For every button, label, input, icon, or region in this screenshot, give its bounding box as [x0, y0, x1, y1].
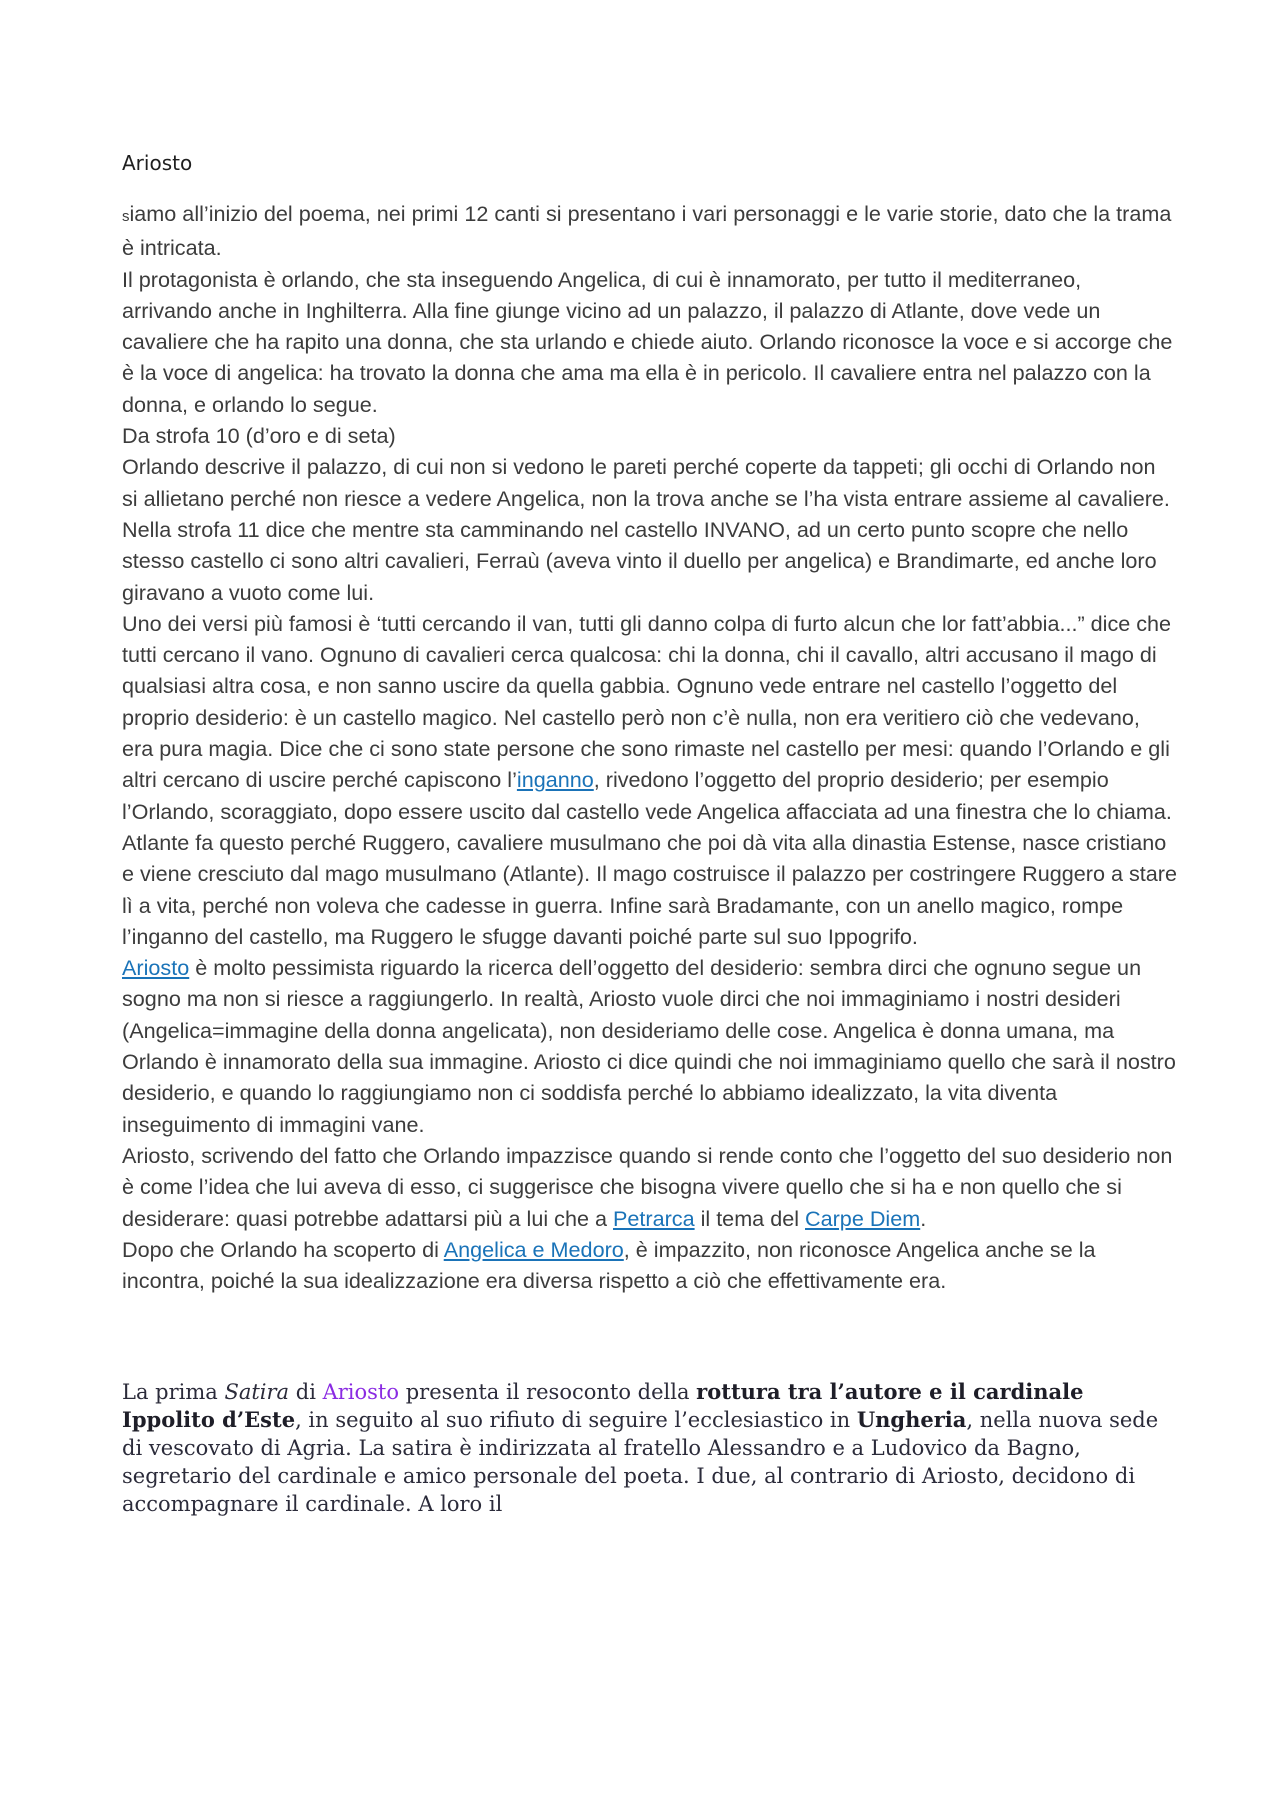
paragraph-text: Uno dei versi più famosi è ‘tutti cercando il van, tutti gli danno colpa di furto alcun che lor fatt’abbia...” dice che tutti cercano il vano. Ognuno di cavalieri cerca qualcosa: chi la donna, chi il cavallo, altri accusano il mago di qualsiasi altra cosa, e non sanno uscire da quella gabbia. Ognuno vede entrare nel castello l’oggetto del proprio desiderio: è un castello magico. Nel castello però non c’è nulla, non era veritiero ciò che vedevano, era pura magia. Dice che ci sono state persone che sono rimaste nel castello per mesi: quando l’Orlando e gli altri cercano di uscire perché capiscono l’ [122, 610, 1172, 793]
paragraph-text: Dopo che Orlando ha scoperto di [122, 1236, 444, 1262]
satira-text: , in seguito al suo rifiuto di seguire l’ecclesiastico in [295, 1408, 857, 1433]
satira-text: presenta il resoconto della [399, 1380, 697, 1405]
satira-paragraph [122, 1378, 1177, 1518]
paragraph-text: iamo all’inizio del poema, nei primi 12 canti si presentano i vari personaggi e le varie storie, dato che la trama è intricata. [122, 201, 1172, 261]
paragraph-5: Nella strofa 11 dice che mentre sta camminando nel castello INVANO, ad un certo punto scopre che nello stesso castello ci sono altri cavalieri, Ferraù (aveva vinto il duello per angelica) e Brandimarte, ed anche loro giravano a vuoto come lui. [122, 516, 1157, 605]
paragraph-text: Ariosto, scrivendo del fatto che Orlando impazzisce quando si rende conto che l’oggetto del suo desiderio non è come l’idea che lui aveva di esso, ci suggerisce che bisogna vivere quello che si ha e non quello che si desiderare: quasi potrebbe adattarsi più a lui che a [122, 1142, 1173, 1231]
satira-text: La prima [122, 1380, 225, 1405]
paragraph-8 [122, 952, 1177, 1140]
paragraph-text: il tema del [694, 1205, 806, 1231]
paragraph-text: . [920, 1205, 927, 1231]
paragraph-6 [122, 608, 1177, 827]
satira-bold: rottura tra l’autore e il cardinale Ippolito d’Este [122, 1379, 1084, 1433]
paragraph-9 [122, 1140, 1177, 1234]
link-ariosto[interactable]: Ariosto [122, 955, 190, 981]
satira-bold: Ungheria [856, 1407, 967, 1433]
link-carpe-diem[interactable]: Carpe Diem [805, 1205, 921, 1231]
satira-section [122, 1378, 1177, 1518]
paragraph-2: Il protagonista è orlando, che sta inseguendo Angelica, di cui è innamorato, per tutto il mediterraneo, arrivando anche in Inghilterra. Alla fine giunge vicino ad un palazzo, il palazzo di Atlante, dove vede un cavaliere che ha rapito una donna, che sta urlando e chiede aiuto. Orlando riconosce la voce e si accorge che è la voce di angelica: ha trovato la donna che ama ma ella è in pericolo. Il cavaliere entra nel palazzo con la donna, e orlando lo segue. [122, 266, 1173, 417]
satira-text: , nella nuova sede di vescovato di Agria. La satira è indirizzata al fratello Alessandro e a Ludovico da Bagno, segretario del cardinale e amico personale del poeta. I due, al contrario di Ariosto, decidono di accompagnare il cardinale. A loro il [122, 1408, 1159, 1517]
paragraph-1 [122, 198, 1177, 264]
link-inganno[interactable]: inganno [516, 767, 594, 793]
paragraph-4: Orlando descrive il palazzo, di cui non si vedono le pareti perché coperte da tappeti; gli occhi di Orlando non si allietano perché non riesce a vedere Angelica, non la trova anche se l’ha vista entrare assieme al cavaliere. [122, 454, 1170, 511]
paragraph-text: è molto pessimista riguardo la ricerca dell’oggetto del desiderio: sembra dirci che ognuno segue un sogno ma non si riesce a raggiungerlo. In realtà, Ariosto vuole dirci che noi immaginiamo i nostri desideri (Angelica=immagine della donna angelicata), non desideriamo delle cose. Angelica è donna umana, ma Orlando è innamorato della sua immagine. Ariosto ci dice quindi che noi immaginiamo quello che sarà il nostro desiderio, e quando lo raggiungiamo non ci soddisfa perché lo abbiamo idealizzato, la vita diventa inseguimento di immagini vane. [122, 955, 1176, 1137]
document-page [122, 150, 1177, 1518]
satira-ariosto-link[interactable]: Ariosto [322, 1380, 400, 1405]
satira-text: di [289, 1380, 323, 1405]
document-title: Ariosto [122, 151, 193, 175]
paragraph-7: Atlante fa questo perché Ruggero, cavaliere musulmano che poi dà vita alla dinastia Estense, nasce cristiano e viene cresciuto dal mago musulmano (Atlante). Il mago costruisce il palazzo per costringere Ruggero a stare lì a vita, perché non voleva che cadesse in guerra. Infine sarà Bradamante, con un anello magico, rompe l’inganno del castello, ma Ruggero le sfugge davanti poiché parte sul suo Ippogrifo. [122, 829, 1178, 949]
paragraph-text: , è impazzito, non riconosce Angelica anche se la incontra, poiché la sua idealizzazione era diversa rispetto a ciò che effettivamente era. [122, 1236, 1096, 1294]
paragraph-text: , rivedono l’oggetto del proprio desiderio; per esempio l’Orlando, scoraggiato, dopo essere uscito dal castello vede Angelica affacciata ad una finestra che lo chiama. [122, 767, 1172, 824]
link-petrarca[interactable]: Petrarca [612, 1205, 695, 1231]
satira-italic: Satira [224, 1380, 290, 1405]
document-body [122, 198, 1177, 1296]
first-letter: s [122, 208, 130, 225]
paragraph-3: Da strofa 10 (d’oro e di seta) [122, 423, 396, 449]
link-angelica-medoro[interactable]: Angelica e Medoro [443, 1236, 624, 1262]
paragraph-10 [122, 1234, 1177, 1297]
